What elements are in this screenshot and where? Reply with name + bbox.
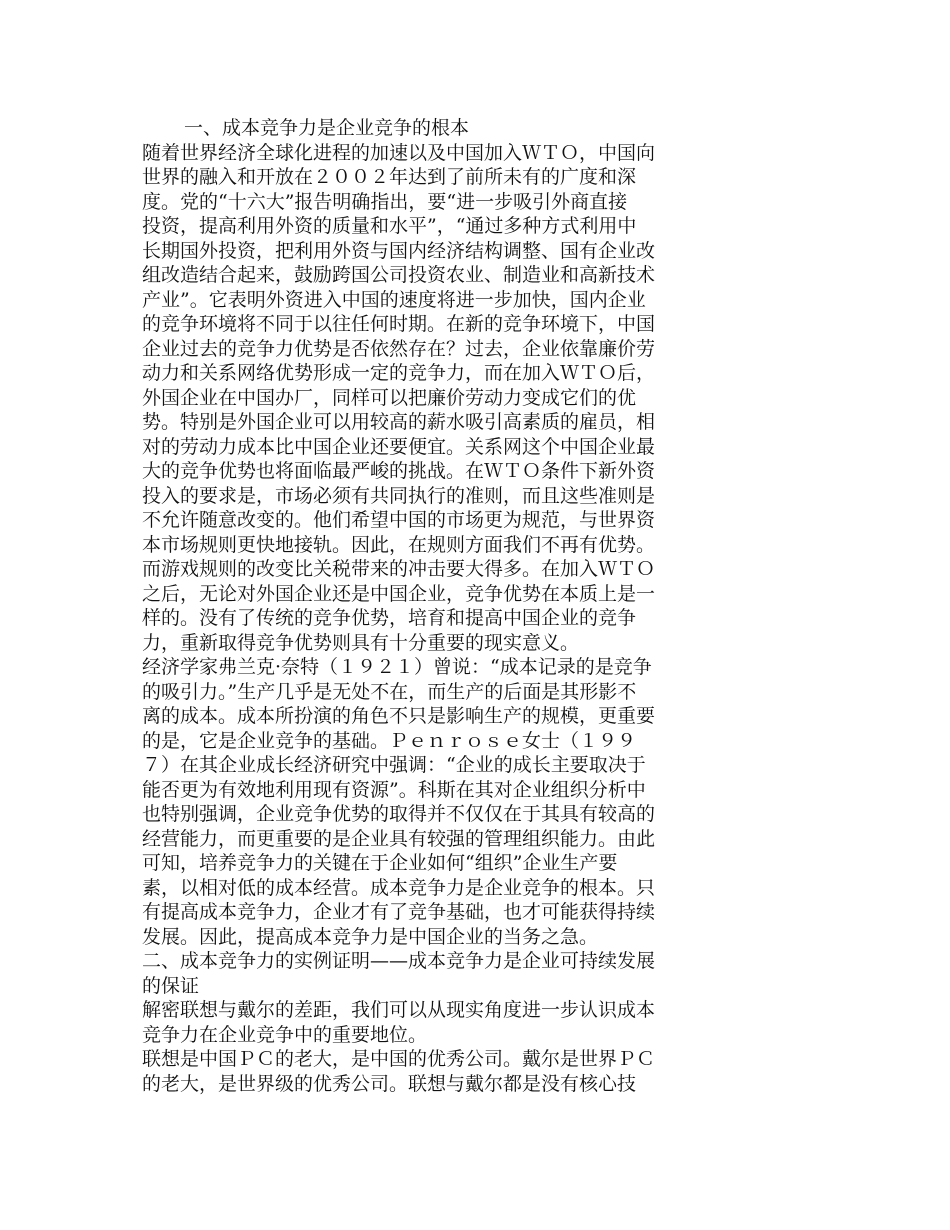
text-line: 本市场规则更快地接轨。因此，在规则方面我们不再有优势。 — [142, 533, 656, 556]
text-line: 样的。没有了传统的竞争优势，培育和提高中国企业的竞争 — [142, 607, 637, 629]
text-line: 投资，提高利用外资的质量和水平”，“通过多种方式利用中 — [142, 215, 637, 237]
text-line: 投入的要求是，市场必须有共同执行的准则，而且这些准则是 — [142, 484, 656, 507]
text-line: 联想是中国ＰＣ的老大，是中国的优秀公司。戴尔是世界ＰＣ — [142, 1048, 656, 1070]
text-line: 的老大，是世界级的优秀公司。联想与戴尔都是没有核心技 — [142, 1072, 637, 1095]
text-line: 解密联想与戴尔的差距，我们可以从现实角度进一步认识成本 — [142, 999, 656, 1021]
text-line: 世界的融入和开放在２００２年达到了前所未有的广度和深 — [142, 166, 637, 188]
text-line: 大的竞争优势也将面临最严峻的挑战。在ＷＴＯ条件下新外资 — [142, 460, 656, 482]
text-line: 之后，无论对外国企业还是中国企业，竞争优势在本质上是一 — [142, 582, 656, 605]
text-line: 组改造结合起来，鼓励跨国公司投资农业、制造业和高新技术 — [142, 264, 656, 286]
text-line: 度。党的“十六大”报告明确指出，要“进一步吸引外商直接 — [142, 190, 628, 213]
text-line: 力，重新取得竞争优势则具有十分重要的现实意义。 — [142, 631, 580, 654]
text-line: 对的劳动力成本比中国企业还要便宜。关系网这个中国企业最 — [142, 435, 656, 458]
text-line: 而游戏规则的改变比关税带来的冲击要大得多。在加入ＷＴＯ — [142, 558, 656, 580]
text-line: 的吸引力。”生产几乎是无处不在，而生产的后面是其形影不 — [142, 680, 637, 703]
text-line: 不允许随意改变的。他们希望中国的市场更为规范，与世界资 — [142, 509, 656, 531]
text-line: 竞争力在企业竞争中的重要地位。 — [142, 1023, 428, 1046]
text-line: 经营能力，而更重要的是企业具有较强的管理组织能力。由此 — [142, 827, 656, 850]
text-line: 随着世界经济全球化进程的加速以及中国加入ＷＴＯ，中国向 — [142, 141, 656, 164]
text-line: 动力和关系网络优势形成一定的竞争力，而在加入ＷＴＯ后， — [142, 362, 656, 384]
section-heading-2: 二、成本竞争力的实例证明——成本竞争力是企业可持续发展 — [142, 950, 656, 972]
text-line: 长期国外投资，把利用外资与国内经济结构调整、国有企业改 — [142, 239, 656, 262]
section-heading-1: 一、成本竞争力是企业竞争的根本 — [184, 117, 470, 139]
document-body — [142, 116, 742, 1096]
text-line: 能否更为有效地利用现有资源”。科斯在其对企业组织分析中 — [142, 778, 646, 801]
text-line: 可知，培养竞争力的关键在于企业如何“组织”企业生产要 — [142, 852, 618, 874]
text-line: 产业”。它表明外资进入中国的速度将进一步加快，国内企业 — [142, 288, 646, 311]
text-line: 经济学家弗兰克·奈特（１９２１）曾说：“成本记录的是竞争 — [142, 656, 652, 678]
text-line: 素，以相对低的成本经营。成本竞争力是企业竞争的根本。只 — [142, 876, 656, 899]
text-line: 发展。因此，提高成本竞争力是中国企业的当务之急。 — [142, 925, 599, 948]
text-line: ７）在其企业成长经济研究中强调：“企业的成长主要取决于 — [142, 754, 646, 776]
text-line: 的竞争环境将不同于以往任何时期。在新的竞争环境下，中国 — [142, 313, 656, 335]
text-line: 势。特别是外国企业可以用较高的薪水吸引高素质的雇员，相 — [142, 411, 656, 433]
text-line: 也特别强调，企业竞争优势的取得并不仅仅在于其具有较高的 — [142, 803, 656, 825]
text-line: 离的成本。成本所扮演的角色不只是影响生产的规模，更重要 — [142, 705, 656, 727]
text-line: 的是，它是企业竞争的基础。Ｐｅｎｒｏｓｅ女士（１９９ — [142, 729, 637, 752]
section-heading-2-cont: 的保证 — [142, 974, 200, 997]
text-line: 外国企业在中国办厂，同样可以把廉价劳动力变成它们的优 — [142, 386, 637, 409]
text-line: 企业过去的竞争力优势是否依然存在？过去，企业依靠廉价劳 — [142, 337, 656, 360]
text-line: 有提高成本竞争力，企业才有了竞争基础，也才可能获得持续 — [142, 901, 656, 923]
